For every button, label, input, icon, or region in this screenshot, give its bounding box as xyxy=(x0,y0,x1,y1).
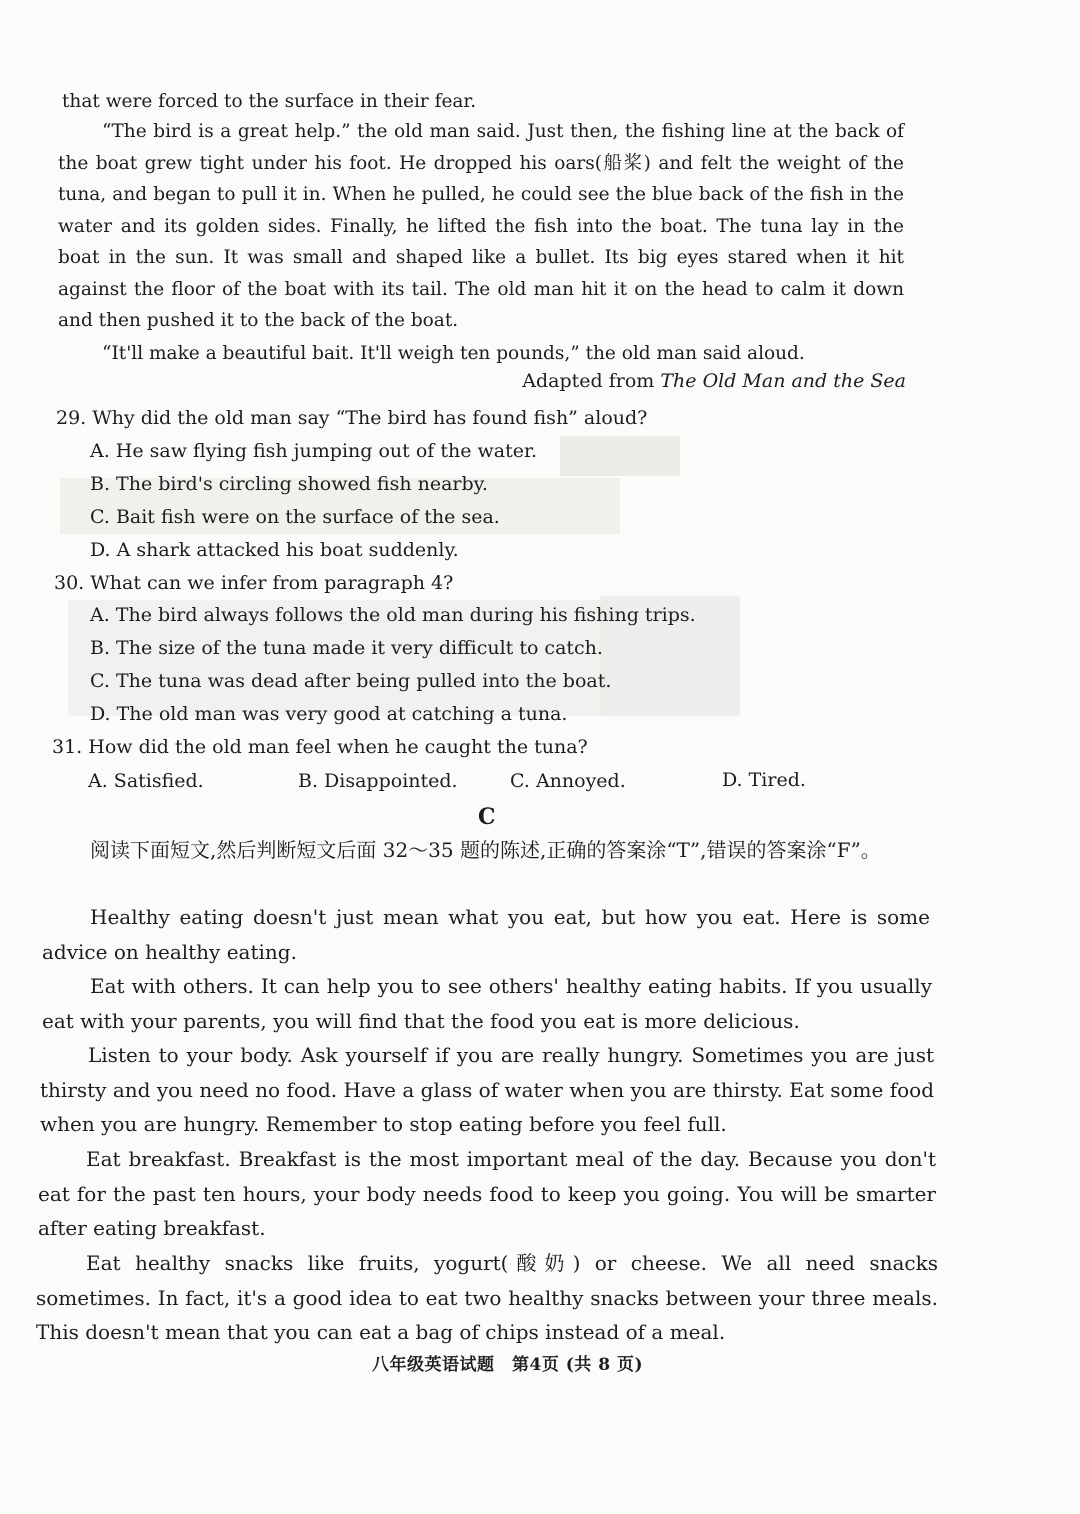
credit-book-title: The Old Man and the Sea xyxy=(660,370,906,392)
question-29-option-c: C. Bait fish were on the surface of the sea. xyxy=(90,506,500,528)
page-footer: 八年级英语试题 第4页 (共 8 页) xyxy=(372,1355,643,1375)
section-c-paragraph-5: Eat healthy snacks like fruits, yogurt(酸奶) or cheese. We all need snacks sometimes. In fact, it's a good idea to eat two healthy snacks between your three meals. This doesn't mean that you can eat a bag of chips instead of a meal. xyxy=(36,1251,938,1344)
question-29-stem: 29. Why did the old man say “The bird has found fish” aloud? xyxy=(56,407,648,429)
section-c-heading: C xyxy=(478,804,496,830)
question-29-option-d: D. A shark attacked his boat suddenly. xyxy=(90,539,459,561)
section-c-instruction: 阅读下面短文,然后判断短文后面 32～35 题的陈述,正确的答案涂“T”,错误的答案涂“F”。 xyxy=(90,838,881,862)
question-30-stem: 30. What can we infer from paragraph 4? xyxy=(54,572,454,594)
source-credit xyxy=(522,370,906,392)
credit-prefix: Adapted from xyxy=(522,370,661,392)
question-31-stem: 31. How did the old man feel when he caught the tuna? xyxy=(52,736,588,758)
question-30-option-b: B. The size of the tuna made it very difficult to catch. xyxy=(90,637,603,659)
section-c-paragraph-1: Healthy eating doesn't just mean what you eat, but how you eat. Here is some advice on healthy eating. xyxy=(42,905,930,964)
bleed-through-patch xyxy=(560,436,680,476)
question-29-option-a: A. He saw flying fish jumping out of the water. xyxy=(90,440,538,462)
passage-b-paragraph-3: “It'll make a beautiful bait. It'll weigh ten pounds,” the old man said aloud. xyxy=(102,343,805,364)
question-31-option-a: A. Satisfied. xyxy=(88,770,204,792)
question-30-option-c: C. The tuna was dead after being pulled into the boat. xyxy=(90,670,612,692)
question-30-option-d: D. The old man was very good at catching a tuna. xyxy=(90,703,568,725)
question-30-option-a: A. The bird always follows the old man during his fishing trips. xyxy=(90,604,696,626)
passage-b-paragraph-2: “The bird is a great help.” the old man said. Just then, the fishing line at the back of the boat grew tight under his foot. He dropped his oars(船桨) and felt the weight of the tuna, and began to pull it in. When he pulled, he could see the blue back of the fish in the water and its golden sides. Finally, he lifted the fish into the boat. The tuna lay in the boat in the sun. It was small and shaped like a bullet. Its big eyes stared when it hit against the floor of the boat with its tail. The old man hit it on the head to calm it down and then pushed it to the back of the boat. xyxy=(58,121,904,331)
question-31-option-d: D. Tired. xyxy=(722,769,806,791)
section-c-paragraph-2: Eat with others. It can help you to see others' healthy eating habits. If you usually eat with your parents, you will find that the food you eat is more delicious. xyxy=(42,974,932,1033)
question-31-option-b: B. Disappointed. xyxy=(298,770,458,792)
question-31-option-c: C. Annoyed. xyxy=(510,770,626,792)
passage-b-paragraph-tail: that were forced to the surface in their fear. xyxy=(62,91,477,112)
section-c-paragraph-4: Eat breakfast. Breakfast is the most important meal of the day. Because you don't eat for the past ten hours, your body needs food to keep you going. You will be smarter after eating breakfast. xyxy=(38,1147,936,1240)
question-29-option-b: B. The bird's circling showed fish nearby. xyxy=(90,473,488,495)
section-c-paragraph-3: Listen to your body. Ask yourself if you are really hungry. Sometimes you are just thirsty and you need no food. Have a glass of water when you are thirsty. Eat some food when you are hungry. Remember to stop eating before you feel full. xyxy=(40,1043,934,1136)
